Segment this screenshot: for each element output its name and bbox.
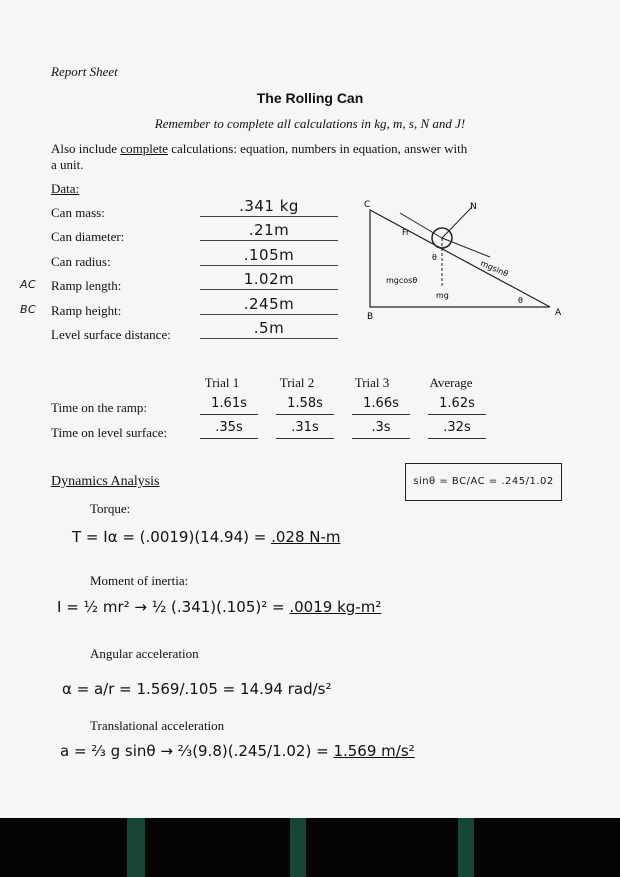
theta-top-label: θ xyxy=(432,253,437,262)
can-diameter-label: Can diameter: xyxy=(51,229,125,244)
level-trial3: .3s xyxy=(352,420,410,439)
angular-equation xyxy=(62,680,332,698)
ac-margin-note: AC xyxy=(20,278,37,291)
vertex-a-label: A xyxy=(555,308,562,318)
trans-eq-text: a = ⅔ g sinθ → ⅔(9.8)(.245/1.02) = xyxy=(60,742,329,760)
level-time-label: Time on level surface: xyxy=(51,425,168,440)
level-distance-label: Level surface distance: xyxy=(51,327,171,342)
average-header: Average xyxy=(429,375,473,390)
angular-eq-text: α = a/r = 1.569/.105 = xyxy=(62,680,236,698)
bc-margin-note: BC xyxy=(20,303,37,316)
normal-force-label: N xyxy=(470,202,477,212)
ramp-height-value: .245m xyxy=(200,296,338,315)
friction-label: Fr xyxy=(402,228,410,237)
can-mass-value: .341 kg xyxy=(200,198,338,217)
level-trial2: .31s xyxy=(276,420,334,439)
can-radius-value: .105m xyxy=(200,247,338,266)
torque-label: Torque: xyxy=(90,501,131,516)
trial1-header: Trial 1 xyxy=(204,375,240,390)
mgsin-arrow xyxy=(442,238,490,257)
ramp-length-label: Ramp length: xyxy=(51,278,122,293)
instructions-line2: a unit. xyxy=(51,157,84,172)
angular-label: Angular acceleration xyxy=(90,646,199,661)
trans-label: Translational acceleration xyxy=(90,718,225,733)
film-mark-2 xyxy=(290,818,306,877)
instr-pre: Also include xyxy=(51,141,121,156)
instr-underlined: complete xyxy=(120,141,168,156)
mgsin-label: mgsinθ xyxy=(479,258,510,279)
scan-edge-strip xyxy=(0,818,620,877)
reminder-text: Remember to complete all calculations in kg, m, s, N and J! xyxy=(154,116,466,131)
dynamics-heading: Dynamics Analysis xyxy=(51,474,160,489)
level-distance-value: .5m xyxy=(200,320,338,339)
ramp-trial2: 1.58s xyxy=(276,396,334,415)
trans-answer: 1.569 m/s² xyxy=(333,742,415,760)
ramp-average: 1.62s xyxy=(428,396,486,415)
angular-answer: 14.94 rad/s² xyxy=(240,680,332,698)
trans-equation xyxy=(60,742,415,760)
torque-eq-text: T = Iα = (.0019)(14.94) = xyxy=(72,528,267,546)
inertia-eq-text: I = ½ mr² → ½ (.341)(.105)² = xyxy=(57,598,285,616)
ramp-diagram xyxy=(360,195,575,325)
mgcos-label: mgcosθ xyxy=(386,276,418,285)
trial3-header: Trial 3 xyxy=(354,375,390,390)
ramp-trial3: 1.66s xyxy=(352,396,410,415)
report-sheet-label: Report Sheet xyxy=(51,64,118,79)
weight-label: mg xyxy=(436,291,449,300)
sine-box: sinθ = BC/AC = .245/1.02 xyxy=(405,463,562,501)
film-mark-1 xyxy=(127,818,145,877)
inertia-equation xyxy=(57,598,381,616)
ramp-height-label: Ramp height: xyxy=(51,303,122,318)
can-radius-label: Can radius: xyxy=(51,254,111,269)
inertia-label: Moment of inertia: xyxy=(90,573,189,588)
torque-answer: .028 N-m xyxy=(271,528,341,546)
trial2-header: Trial 2 xyxy=(279,375,315,390)
torque-equation xyxy=(72,528,341,546)
inertia-answer: .0019 kg-m² xyxy=(289,598,382,616)
film-mark-3 xyxy=(458,818,474,877)
level-trial1: .35s xyxy=(200,420,258,439)
vertex-b-label: B xyxy=(367,312,374,322)
can-mass-label: Can mass: xyxy=(51,205,105,220)
theta-a-label: θ xyxy=(518,296,523,305)
can-diameter-value: .21m xyxy=(200,222,338,241)
data-heading: Data: xyxy=(51,181,80,196)
ramp-time-label: Time on the ramp: xyxy=(51,400,147,415)
vertex-c-label: C xyxy=(364,200,371,210)
instr-post: calculations: equation, numbers in equation, answer with xyxy=(167,141,468,156)
level-average: .32s xyxy=(428,420,486,439)
page-title: The Rolling Can xyxy=(256,90,364,106)
instructions xyxy=(51,141,467,157)
ramp-length-value: 1.02m xyxy=(200,271,338,290)
ramp-trial1: 1.61s xyxy=(200,396,258,415)
normal-force-arrow xyxy=(442,207,472,238)
